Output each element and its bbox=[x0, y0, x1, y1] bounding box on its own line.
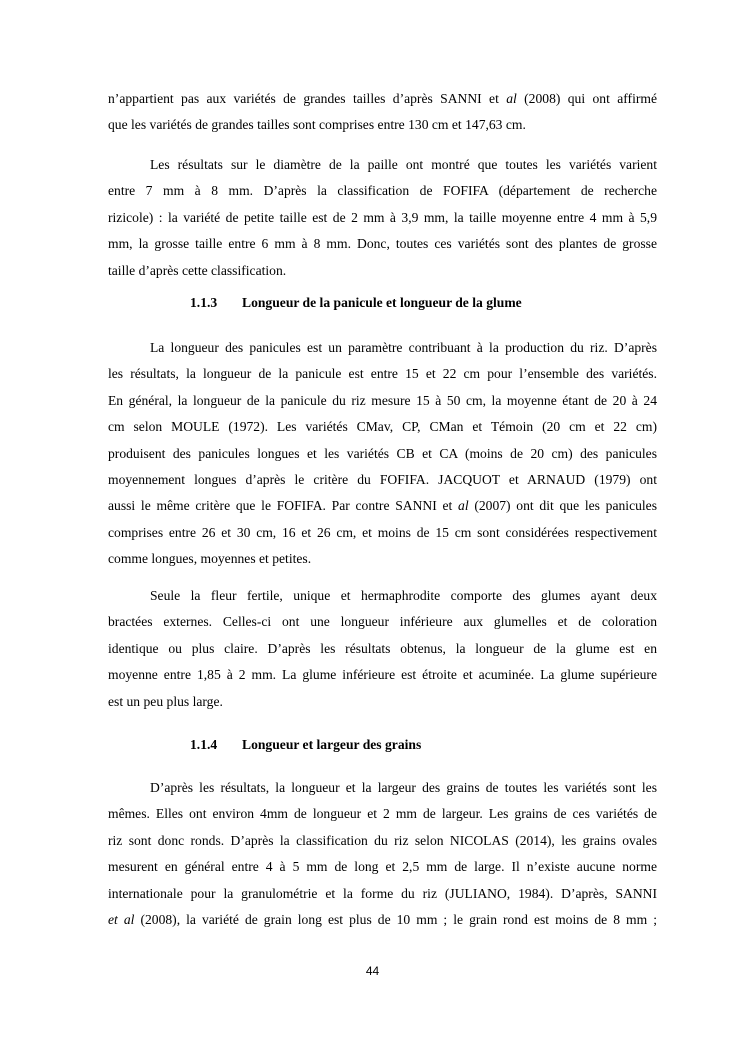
text-line: et al (2008), la variété de grain long est plus de 10 mm ; le grain rond est moins de 8 mm ; bbox=[108, 912, 657, 928]
text-line: comme longues, moyennes et petites. bbox=[108, 551, 312, 567]
text-line: Les résultats sur le diamètre de la paille ont montré que toutes les variétés varient bbox=[150, 157, 657, 172]
text-line: moyenne entre 1,85 à 2 mm. La glume inférieure est étroite et acuminée. La glume supérieure bbox=[108, 667, 657, 683]
text-line: bractées externes. Celles-ci ont une longueur inférieure aux glumelles et de coloration bbox=[108, 614, 657, 630]
text-line: que les variétés de grandes tailles sont comprises entre 130 cm et 147,63 cm. bbox=[108, 117, 526, 133]
text-line: riz sont donc ronds. D’après la classification du riz selon NICOLAS (2014), les grains ovales bbox=[108, 832, 657, 848]
text-line: rizicole) : la variété de petite taille est de 2 mm à 3,9 mm, la taille moyenne entre 4 mm à 5,9 bbox=[108, 209, 657, 225]
text-line: comprises entre 26 et 30 cm, 16 et 26 cm, et moins de 15 cm sont considérées respectivement bbox=[108, 524, 657, 540]
text-line: La longueur des panicules est un paramètre contribuant à la production du riz. D’après bbox=[150, 340, 657, 355]
section-number: 1.1.4 bbox=[190, 737, 218, 752]
text-line: cm selon MOULE (1972). Les variétés CMav, CP, CMan et Témoin (20 cm et 22 cm) bbox=[108, 419, 657, 435]
text-line: aussi le même critère que le FOFIFA. Par contre SANNI et al (2007) ont dit que les panicules bbox=[108, 498, 657, 514]
paragraph-plant-height bbox=[108, 86, 657, 139]
text-line: les résultats, la longueur de la panicule est entre 15 et 22 cm pour l’ensemble des variétés. bbox=[108, 366, 657, 382]
page-number: 44 bbox=[365, 964, 380, 978]
text-line: mesurent en général entre 4 à 5 mm de long et 2,5 mm de large. Il n’existe aucune norme bbox=[108, 859, 657, 875]
paragraph-panicle-length bbox=[108, 335, 657, 573]
text-line: moyennement longues d’après le critère du FOFIFA. JACQUOT et ARNAUD (1979) ont bbox=[108, 472, 657, 488]
text-line: mm, la grosse taille entre 6 mm à 8 mm. Donc, toutes ces variétés sont des plantes de grosse bbox=[108, 236, 657, 252]
text-line: Seule la fleur fertile, unique et hermaphrodite comporte des glumes ayant deux bbox=[150, 588, 657, 603]
section-title: Longueur de la panicule et longueur de la glume bbox=[242, 295, 522, 310]
text-line: mêmes. Elles ont environ 4mm de longueur et 2 mm de largeur. Les grains de ces variétés de bbox=[108, 806, 657, 822]
paragraph-straw-diameter bbox=[108, 152, 657, 284]
text-line: est un peu plus large. bbox=[108, 693, 223, 709]
section-heading-1-1-3 bbox=[190, 293, 522, 313]
text-line: internationale pour la granulométrie et la forme du riz (JULIANO, 1984). D’après, SANNI bbox=[108, 885, 657, 901]
section-heading-1-1-4 bbox=[190, 735, 421, 755]
paragraph-grain-size bbox=[108, 775, 657, 933]
text-line: produisent des panicules longues et les variétés CB et CA (moins de 20 cm) des panicules bbox=[108, 445, 657, 461]
text-line: entre 7 mm à 8 mm. D’après la classification de FOFIFA (département de recherche bbox=[108, 183, 657, 199]
text-line: D’après les résultats, la longueur et la largeur des grains de toutes les variétés sont les bbox=[150, 780, 657, 795]
paragraph-glume bbox=[108, 583, 657, 715]
section-title: Longueur et largeur des grains bbox=[242, 737, 422, 752]
section-number: 1.1.3 bbox=[190, 295, 218, 310]
text-line: identique ou plus claire. D’après les résultats obtenus, la longueur de la glume est en bbox=[108, 640, 657, 656]
text-line: taille d’après cette classification. bbox=[108, 262, 287, 278]
text-line: En général, la longueur de la panicule du riz mesure 15 à 50 cm, la moyenne étant de 20 à 24 bbox=[108, 392, 657, 408]
text-line: n’appartient pas aux variétés de grandes tailles d’après SANNI et al (2008) qui ont affirmé bbox=[108, 91, 657, 106]
